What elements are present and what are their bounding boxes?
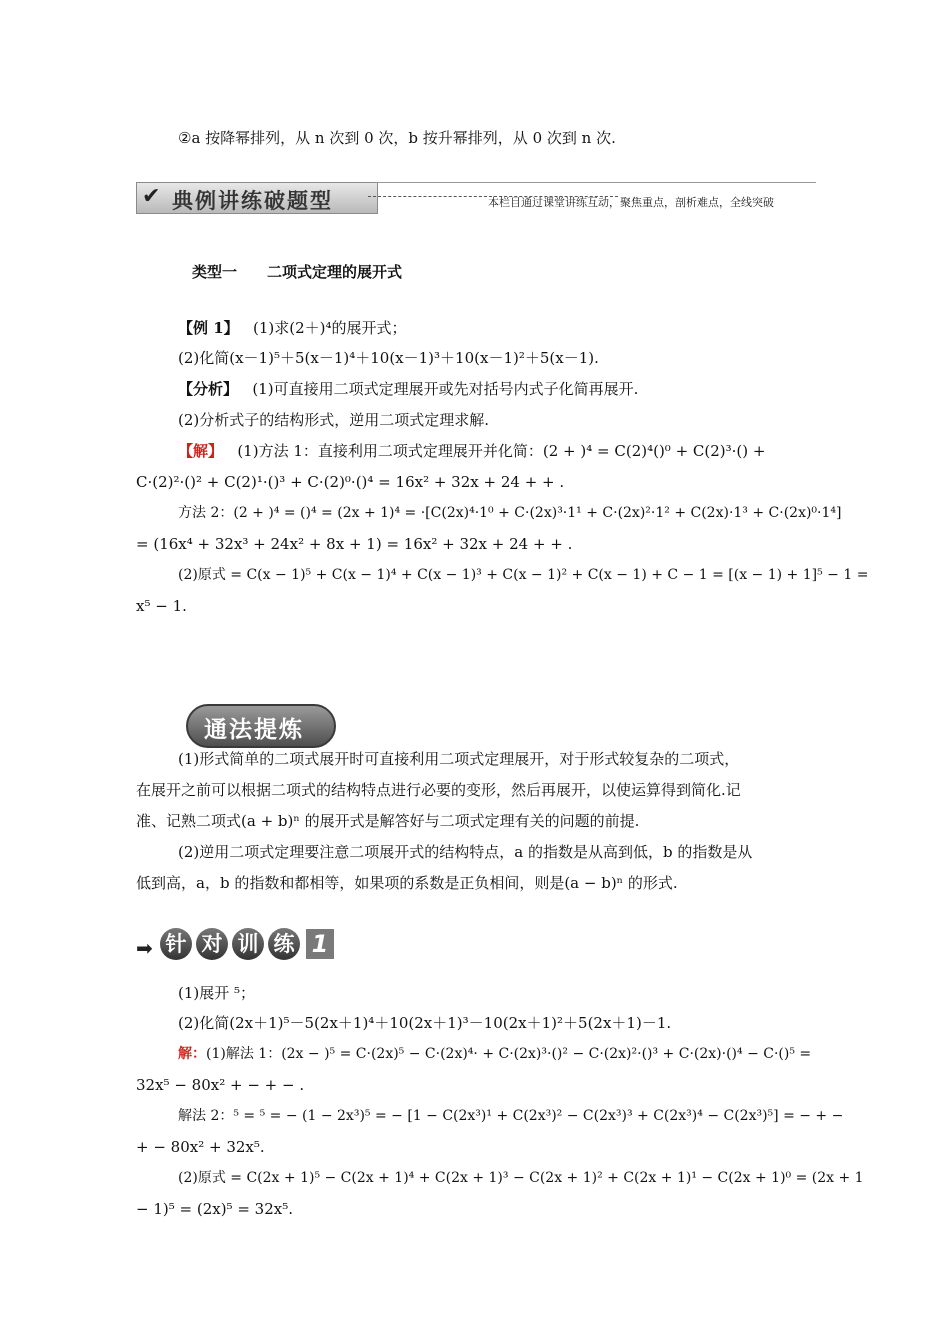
example-line-1: [178, 318, 407, 338]
check-icon: ✔: [142, 184, 161, 209]
solution-line-1: [178, 441, 765, 461]
training-char-2: 对: [196, 928, 228, 960]
method-title: 通法提炼: [204, 717, 304, 743]
banner-rule: [376, 182, 816, 183]
method-p1c: 准、记熟二项式(a + b)ⁿ 的展开式是解答好与二项式定理有关的问题的前提.: [136, 812, 640, 830]
method-p1a: (1)形式简单的二项式展开时可直接利用二项式定理展开，对于形式较复杂的二项式，: [178, 750, 740, 768]
solution-text-2b: = (16x⁴ + 32x³ + 24x² + 8x + 1) = 16x² + 32x + 24 + + .: [136, 535, 573, 553]
solution-text-1b: C·(2)²·()² + C(2)¹·()³ + C·(2)⁰·()⁴ = 16x² + 32x + 24 + + .: [136, 473, 565, 491]
analysis-tag: 【分析】: [178, 380, 239, 398]
training-s2a: 解法 2：⁵ = ⁵ = − (1 − 2x³)⁵ = − [1 − C(2x³)¹ + C(2x³)² − C(2x³)³ + C(2x³)⁴ − C(2x³)⁵] = − + −: [178, 1108, 844, 1124]
example-q2: (2)化简(x－1)⁵＋5(x－1)⁴＋10(x－1)³＋10(x－1)²＋5(x－1).: [178, 349, 599, 367]
training-q2: (2)化简(2x＋1)⁵－5(2x＋1)⁴＋10(2x＋1)³－10(2x＋1)²＋5(2x＋1)－1.: [178, 1014, 672, 1032]
training-char-1: 针: [160, 928, 192, 960]
training-q1: (1)展开 ⁵；: [178, 984, 256, 1002]
training-s2b: + − 80x² + 32x⁵.: [136, 1138, 265, 1156]
banner-note: 本栏目通过课堂讲练互动，聚焦重点，剖析难点，全线突破: [488, 196, 774, 209]
solution-text-3a: (2)原式 = C(x − 1)⁵ + C(x − 1)⁴ + C(x − 1)³ + C(x − 1)² + C(x − 1) + C − 1 = [(x − 1) + 1]⁵ − 1 =: [178, 567, 869, 583]
method-summary-badge: [186, 704, 336, 748]
section-banner: [136, 182, 816, 214]
analysis-text-2: (2)分析式子的结构形式，逆用二项式定理求解.: [178, 411, 490, 429]
solution-text-1a: (1)方法 1：直接利用二项式定理展开并化简：(2 + )⁴ = C(2)⁴()⁰ + C(2)³·() +: [237, 442, 766, 460]
banner-title: 典例讲练破题型: [172, 189, 333, 213]
training-s1b: 32x⁵ − 80x² + − + − .: [136, 1076, 305, 1094]
arrow-right-icon: ➡: [136, 936, 153, 960]
training-s1a: (1)解法 1：(2x − )⁵ = C·(2x)⁵ − C·(2x)⁴· + C·(2x)³·()² − C·(2x)²·()³ + C·(2x)·()⁴ − C·()⁵ =: [206, 1046, 812, 1062]
solution-text-2a: 方法 2：(2 + )⁴ = ()⁴ = (2x + 1)⁴ = ·[C(2x)⁴·1⁰ + C·(2x)³·1¹ + C·(2x)²·1² + C(2x)·1³ + C·(2x)⁰·1⁴]: [178, 505, 842, 521]
intro-line: ②a 按降幂排列，从 n 次到 0 次，b 按升幂排列，从 0 次到 n 次.: [178, 129, 616, 147]
method-p1b: 在展开之前可以根据二项式的结构特点进行必要的变形，然后再展开，以使运算得到简化.记: [136, 781, 741, 799]
training-solution-line-1: [178, 1044, 811, 1064]
analysis-line-1: [178, 379, 638, 399]
training-solution-tag: 解：: [178, 1046, 206, 1062]
solution-tag: 【解】: [178, 442, 224, 460]
training-char-4: 练: [268, 928, 300, 960]
method-p2b: 低到高，a，b 的指数和都相等，如果项的系数是正负相间，则是(a − b)ⁿ 的形式.: [136, 874, 678, 892]
training-number: 1: [306, 929, 334, 959]
training-s3a: (2)原式 = C(2x + 1)⁵ − C(2x + 1)⁴ + C(2x + 1)³ − C(2x + 1)² + C(2x + 1)¹ − C(2x + 1)⁰ = (2x + 1: [178, 1170, 864, 1186]
method-p2a: (2)逆用二项式定理要注意二项展开式的结构特点，a 的指数是从高到低，b 的指数是从: [178, 843, 753, 861]
analysis-text-1: (1)可直接用二项式定理展开或先对括号内式子化简再展开.: [252, 380, 639, 398]
example-q1: (1)求(2＋)⁴的展开式；: [252, 319, 407, 337]
training-s3b: − 1)⁵ = (2x)⁵ = 32x⁵.: [136, 1200, 294, 1218]
example-tag: 【例 1】: [178, 319, 239, 337]
training-char-3: 训: [232, 928, 264, 960]
solution-text-3b: x⁵ − 1.: [136, 597, 187, 615]
type-heading: 类型一 二项式定理的展开式: [192, 263, 403, 281]
